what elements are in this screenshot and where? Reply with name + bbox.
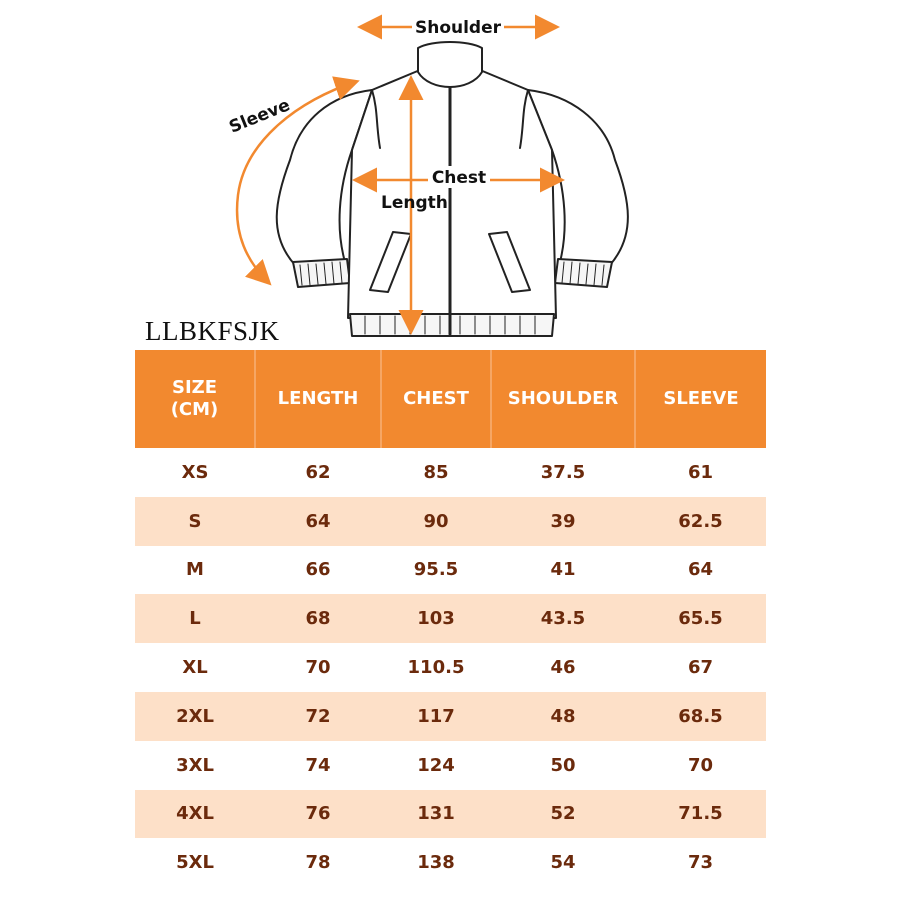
- table-row: [135, 594, 766, 643]
- cell-sleeve: 67: [635, 643, 766, 692]
- cell-shoulder: 50: [491, 741, 635, 790]
- cell-shoulder: 43.5: [491, 594, 635, 643]
- cell-chest: 110.5: [381, 643, 491, 692]
- cell-chest: 90: [381, 497, 491, 546]
- cell-length: 74: [255, 741, 381, 790]
- length-label: Length: [381, 193, 448, 213]
- shoulder-label: Shoulder: [414, 18, 502, 38]
- table-row: [135, 741, 766, 790]
- table-header-row: [135, 350, 766, 448]
- cell-size: L: [135, 594, 255, 643]
- header-length: LENGTH: [255, 350, 381, 448]
- table-body: [135, 448, 766, 887]
- cell-chest: 117: [381, 692, 491, 741]
- cell-sleeve: 64: [635, 546, 766, 595]
- cell-chest: 131: [381, 790, 491, 839]
- cell-size: XL: [135, 643, 255, 692]
- cell-size: 4XL: [135, 790, 255, 839]
- cell-sleeve: 61: [635, 448, 766, 497]
- header-sleeve: SLEEVE: [635, 350, 766, 448]
- cell-sleeve: 62.5: [635, 497, 766, 546]
- table-row: [135, 448, 766, 497]
- cell-sleeve: 71.5: [635, 790, 766, 839]
- cell-length: 70: [255, 643, 381, 692]
- cell-shoulder: 37.5: [491, 448, 635, 497]
- chest-label: Chest: [431, 168, 487, 188]
- cell-length: 72: [255, 692, 381, 741]
- cell-shoulder: 52: [491, 790, 635, 839]
- jacket-measurement-diagram: [0, 0, 900, 340]
- cell-shoulder: 41: [491, 546, 635, 595]
- cell-shoulder: 48: [491, 692, 635, 741]
- cell-sleeve: 73: [635, 838, 766, 887]
- cell-chest: 124: [381, 741, 491, 790]
- cell-length: 78: [255, 838, 381, 887]
- header-size: SIZE (CM): [135, 350, 255, 448]
- cell-size: S: [135, 497, 255, 546]
- sleeve-label: Sleeve: [226, 95, 293, 138]
- cell-size: 2XL: [135, 692, 255, 741]
- table-row: [135, 790, 766, 839]
- cell-chest: 95.5: [381, 546, 491, 595]
- table-row: [135, 643, 766, 692]
- brand-name: LLBKFSJK: [145, 316, 280, 346]
- cell-length: 66: [255, 546, 381, 595]
- cell-chest: 103: [381, 594, 491, 643]
- cell-size: 3XL: [135, 741, 255, 790]
- cell-size: XS: [135, 448, 255, 497]
- cell-length: 64: [255, 497, 381, 546]
- cell-chest: 138: [381, 838, 491, 887]
- table-row: [135, 838, 766, 887]
- size-chart-table: [135, 350, 766, 887]
- header-chest: CHEST: [381, 350, 491, 448]
- cell-size: 5XL: [135, 838, 255, 887]
- table-row: [135, 497, 766, 546]
- cell-shoulder: 54: [491, 838, 635, 887]
- cell-length: 76: [255, 790, 381, 839]
- cell-sleeve: 70: [635, 741, 766, 790]
- header-shoulder: SHOULDER: [491, 350, 635, 448]
- cell-shoulder: 46: [491, 643, 635, 692]
- cell-chest: 85: [381, 448, 491, 497]
- table-row: [135, 546, 766, 595]
- cell-sleeve: 65.5: [635, 594, 766, 643]
- cell-length: 62: [255, 448, 381, 497]
- table-row: [135, 692, 766, 741]
- jacket-illustration: [277, 42, 628, 336]
- cell-size: M: [135, 546, 255, 595]
- cell-sleeve: 68.5: [635, 692, 766, 741]
- cell-shoulder: 39: [491, 497, 635, 546]
- cell-length: 68: [255, 594, 381, 643]
